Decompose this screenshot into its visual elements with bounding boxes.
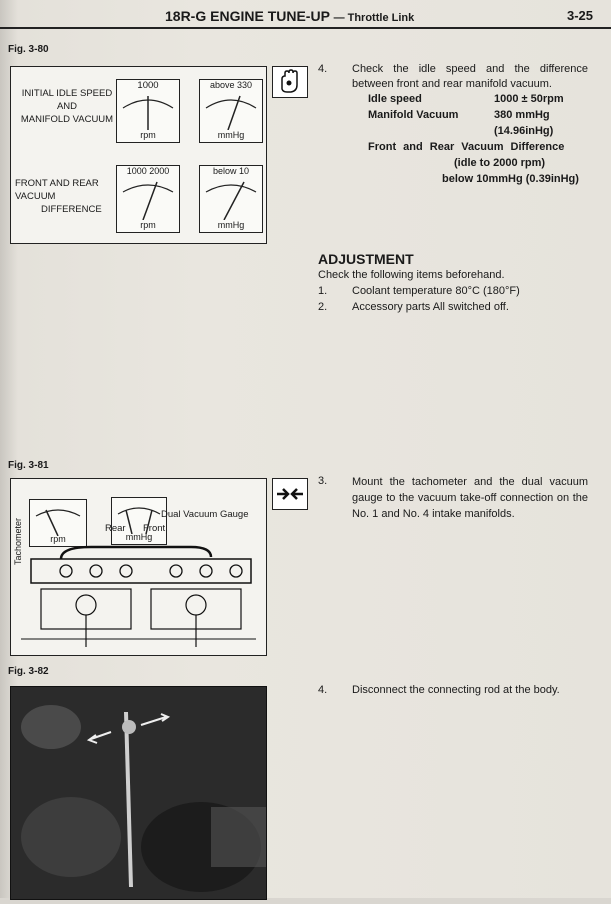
spec-manifold-vacuum-value: 380 mmHg — [494, 109, 550, 121]
rpm-gauge-2-unit: rpm — [140, 220, 156, 230]
header-title-text: 18R-G ENGINE TUNE-UP — [165, 8, 330, 24]
spec-vacuum-diff-label: Front and Rear Vacuum Difference — [368, 141, 565, 153]
hand-icon-graphic — [273, 67, 307, 97]
engine-manifold-diagram-icon — [11, 539, 266, 655]
spec-manifold-vacuum-alt: (14.96inHg) — [494, 125, 554, 137]
adjustment-intro: Check the following items beforehand. — [318, 269, 505, 281]
vacuum-gauge-1-value: above 330 — [209, 80, 253, 90]
connect-arrows-icon — [272, 478, 308, 510]
step4-check-text: Check the idle speed and the difference between front and rear manifold vacuum. — [352, 63, 588, 90]
rpm-gauge-2-value: 1000 2000 — [126, 166, 170, 176]
row2-label-line2: VACUUM — [15, 191, 56, 202]
adjustment-item1-number: 1. — [318, 285, 328, 297]
spec-manifold-vacuum-label: Manifold Vacuum — [368, 109, 459, 121]
adjustment-heading: ADJUSTMENT — [318, 251, 414, 267]
row2-label-line1: FRONT AND REAR — [15, 178, 99, 189]
rpm-gauge-1 — [116, 79, 180, 143]
step4-check-number: 4. — [318, 63, 328, 75]
fig-3-80-row2-label — [11, 177, 127, 216]
adjustment-item2-text: Accessory parts All switched off. — [352, 301, 509, 313]
tachometer-unit: rpm — [50, 534, 66, 544]
fig-3-80-label: Fig. 3-80 — [8, 44, 49, 55]
front-label: Front — [143, 523, 166, 534]
step3-text: Mount the tachometer and the dual vacuum gauge to the vacuum take-off connection on the No. 1 and No. 4 intake manifolds. — [352, 476, 588, 520]
row2-label-line3: DIFFERENCE — [41, 204, 102, 215]
rpm-gauge-2 — [116, 165, 180, 233]
dual-vacuum-unit: mmHg — [125, 532, 153, 542]
spec-idle-speed-value: 1000 ± 50rpm — [494, 93, 564, 105]
vacuum-gauge-1 — [199, 79, 263, 143]
fig-3-80-panel — [10, 66, 267, 244]
spec-idle-speed-label: Idle speed — [368, 93, 422, 105]
adjustment-item1-text: Coolant temperature 80°C (180°F) — [352, 285, 520, 297]
row1-label-line3: MANIFOLD VACUUM — [20, 114, 114, 125]
row1-label-line2: AND — [56, 101, 78, 112]
connect-arrows-graphic — [273, 479, 307, 509]
page-header-title — [165, 8, 414, 24]
fig-3-81-panel — [10, 478, 267, 656]
vacuum-gauge-2 — [199, 165, 263, 233]
row1-label-line1: INITIAL IDLE SPEED — [21, 88, 113, 99]
rpm-gauge-1-needle-icon — [117, 90, 179, 130]
adjustment-item2-number: 2. — [318, 301, 328, 313]
dual-vacuum-gauge — [111, 497, 167, 545]
dual-vacuum-gauge-label: Dual Vacuum Gauge — [161, 509, 249, 520]
vacuum-gauge-1-needle-icon — [200, 90, 262, 130]
rear-label: Rear — [105, 523, 126, 534]
rpm-gauge-1-value: 1000 — [137, 80, 159, 91]
page-number: 3-25 — [566, 8, 593, 23]
fig-3-80-row1-label — [11, 87, 123, 126]
hand-check-icon — [272, 66, 308, 98]
step3-number: 3. — [318, 475, 328, 487]
header-subtitle: — Throttle Link — [333, 12, 415, 24]
rpm-gauge-1-unit: rpm — [140, 130, 156, 140]
fig-3-82-label: Fig. 3-82 — [8, 666, 49, 677]
tachometer-needle-icon — [30, 502, 86, 536]
vacuum-gauge-1-unit: mmHg — [217, 130, 245, 140]
step4-disconnect-text: Disconnect the connecting rod at the body. — [352, 684, 560, 696]
linkage-photo-graphic — [11, 687, 266, 899]
header-rule — [0, 27, 611, 29]
step4-disconnect-number: 4. — [318, 684, 328, 696]
vacuum-gauge-2-value: below 10 — [212, 166, 250, 176]
tachometer-label-text: Tachometer — [13, 517, 23, 565]
fig-3-82-photo — [10, 686, 267, 900]
fig-3-81-label: Fig. 3-81 — [8, 460, 49, 471]
spec-vacuum-diff-value: below 10mmHg (0.39inHg) — [442, 173, 579, 185]
vacuum-gauge-2-needle-icon — [200, 176, 262, 220]
spec-vacuum-diff-sub: (idle to 2000 rpm) — [454, 157, 546, 169]
vacuum-gauge-2-unit: mmHg — [217, 220, 245, 230]
rpm-gauge-2-needle-icon — [117, 176, 179, 220]
